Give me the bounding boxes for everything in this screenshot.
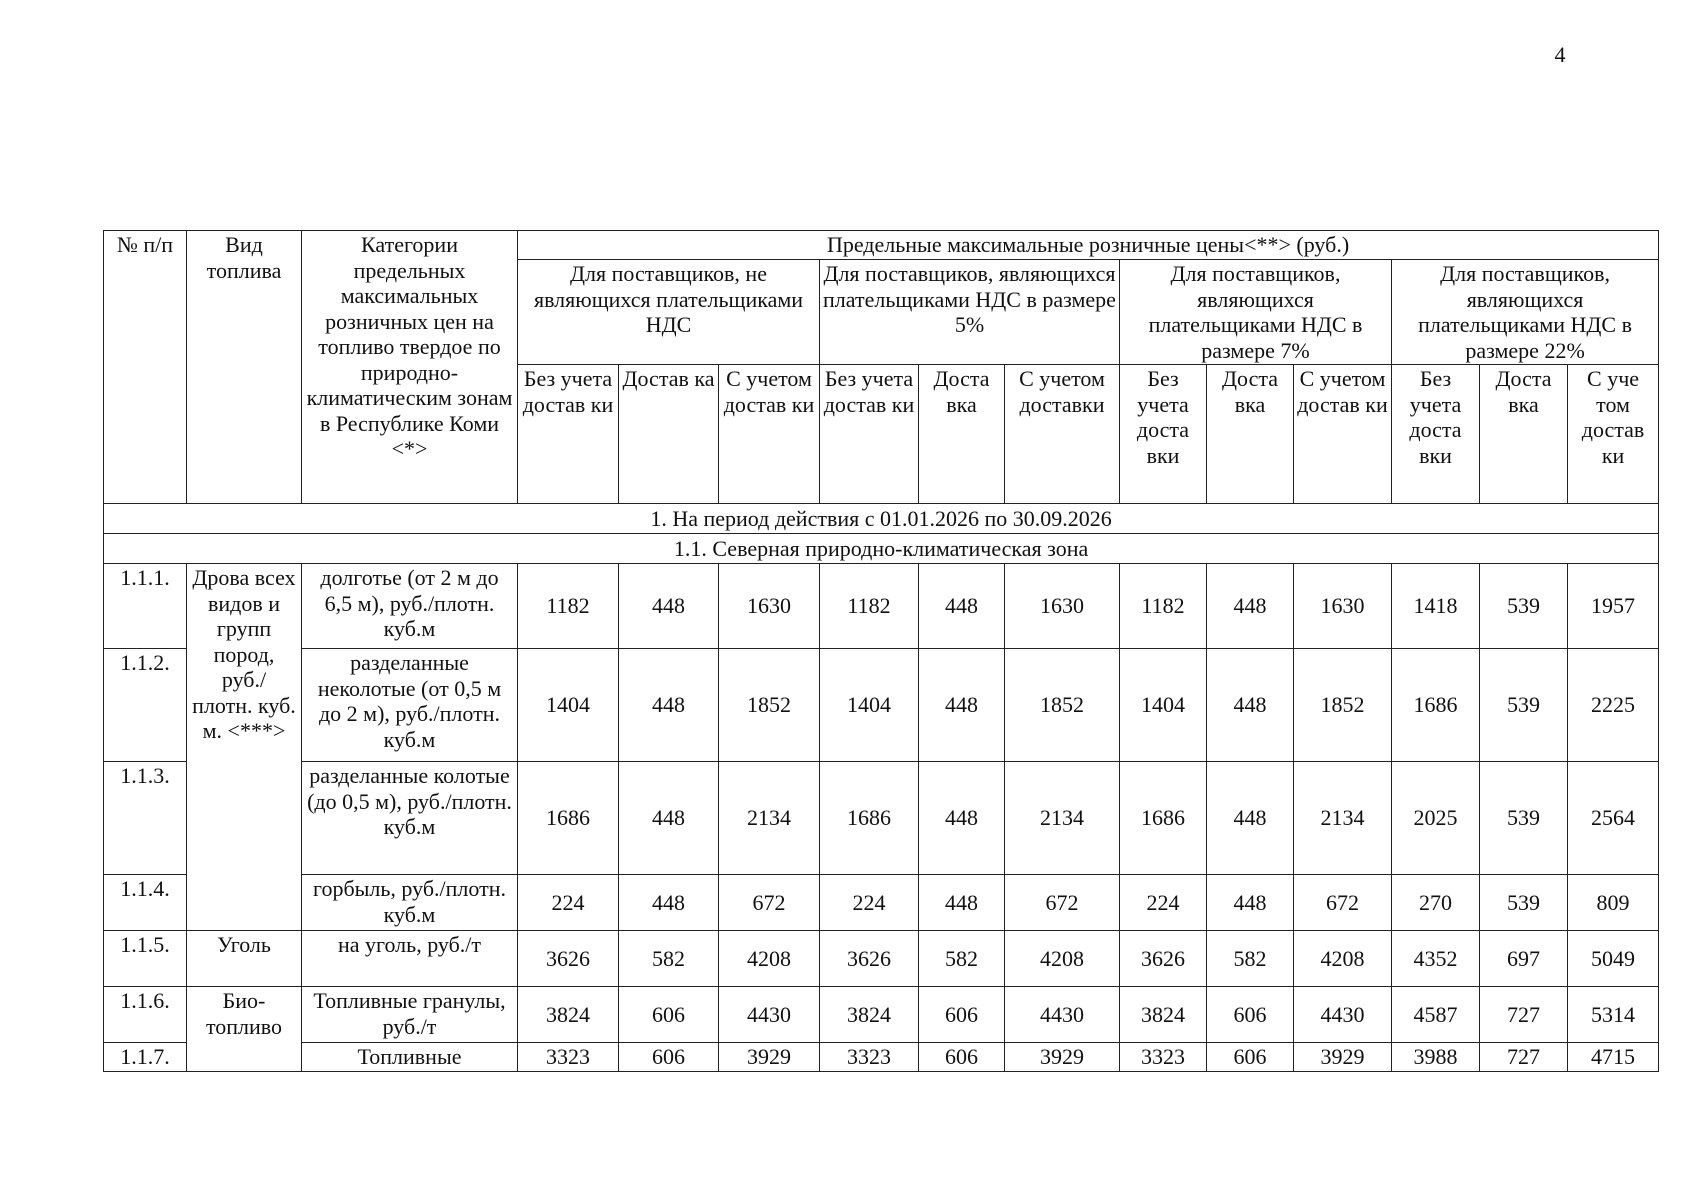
value-cell: 672	[1005, 875, 1120, 931]
value-cell: 1182	[820, 564, 919, 649]
row-category: на уголь, руб./т	[302, 931, 518, 987]
row-number: 1.1.4.	[104, 875, 187, 931]
value-cell: 606	[619, 1043, 719, 1072]
value-cell: 2225	[1568, 649, 1659, 762]
value-cell: 2134	[1294, 762, 1392, 875]
table-row	[104, 1043, 1659, 1072]
page-number: 4	[1554, 42, 1566, 67]
row-category: Топливные гранулы, руб./т	[302, 987, 518, 1043]
value-cell: 727	[1480, 1043, 1568, 1072]
row-number: 1.1.7.	[104, 1043, 187, 1072]
subheader-cell: С учетом достав ки	[719, 365, 820, 504]
value-cell: 4587	[1392, 987, 1480, 1043]
value-cell: 4430	[1294, 987, 1392, 1043]
value-cell: 1957	[1568, 564, 1659, 649]
value-cell: 270	[1392, 875, 1480, 931]
value-cell: 4352	[1392, 931, 1480, 987]
row-category: разделанные колотые (до 0,5 м), руб./плотн. куб.м	[302, 762, 518, 875]
value-cell: 224	[518, 875, 619, 931]
header-group-vat-22: Для поставщиков, являющихся плательщиками НДС в размере 22%	[1392, 260, 1659, 365]
row-category: Топливные	[302, 1043, 518, 1072]
row-number: 1.1.5.	[104, 931, 187, 987]
value-cell: 3929	[719, 1043, 820, 1072]
header-group-vat-5: Для поставщиков, являющихся плательщиками НДС в размере 5%	[820, 260, 1120, 365]
value-cell: 672	[1294, 875, 1392, 931]
value-cell: 1182	[518, 564, 619, 649]
value-cell: 1686	[518, 762, 619, 875]
value-cell: 809	[1568, 875, 1659, 931]
value-cell: 1852	[1294, 649, 1392, 762]
value-cell: 1404	[820, 649, 919, 762]
value-cell: 1418	[1392, 564, 1480, 649]
value-cell: 697	[1480, 931, 1568, 987]
header-group-non-vat: Для поставщиков, не являющихся плательщиками НДС	[518, 260, 820, 365]
subheader-cell: Без учета доста вки	[1120, 365, 1207, 504]
value-cell: 606	[1207, 987, 1294, 1043]
row-number: 1.1.1.	[104, 564, 187, 649]
value-cell: 3824	[1120, 987, 1207, 1043]
table-row	[104, 931, 1659, 987]
value-cell: 448	[1207, 564, 1294, 649]
value-cell: 1630	[1005, 564, 1120, 649]
value-cell: 582	[919, 931, 1005, 987]
row-number: 1.1.2.	[104, 649, 187, 762]
value-cell: 448	[919, 875, 1005, 931]
value-cell: 539	[1480, 875, 1568, 931]
value-cell: 606	[1207, 1043, 1294, 1072]
value-cell: 4430	[1005, 987, 1120, 1043]
subheader-cell: С уче том достав ки	[1568, 365, 1659, 504]
section-title-period: 1. На период действия с 01.01.2026 по 30.09.2026	[104, 504, 1659, 534]
value-cell: 5049	[1568, 931, 1659, 987]
value-cell: 3824	[518, 987, 619, 1043]
value-cell: 5314	[1568, 987, 1659, 1043]
subheader-cell: Доста вка	[919, 365, 1005, 504]
value-cell: 727	[1480, 987, 1568, 1043]
row-category: разделанные неколотые (от 0,5 м до 2 м), руб./плотн. куб.м	[302, 649, 518, 762]
value-cell: 448	[1207, 762, 1294, 875]
value-cell: 2025	[1392, 762, 1480, 875]
subheader-cell: Достав ка	[619, 365, 719, 504]
value-cell: 2134	[1005, 762, 1120, 875]
subheader-cell: Без учета достав ки	[518, 365, 619, 504]
value-cell: 4430	[719, 987, 820, 1043]
section-title-zone: 1.1. Северная природно-климатическая зона	[104, 534, 1659, 564]
value-cell: 1630	[719, 564, 820, 649]
value-cell: 448	[619, 762, 719, 875]
header-row	[104, 231, 1659, 260]
section-row	[104, 504, 1659, 534]
header-group-vat-7: Для поставщиков, являющихся плательщиками НДС в размере 7%	[1120, 260, 1392, 365]
row-category: горбыль, руб./плотн. куб.м	[302, 875, 518, 931]
header-category: Категории предельных максимальных розничных цен на топливо твердое по природно-климатическим зонам в Республике Коми <*>	[302, 231, 518, 504]
subheader-cell: Доста вка	[1480, 365, 1568, 504]
value-cell: 1686	[820, 762, 919, 875]
value-cell: 2134	[719, 762, 820, 875]
value-cell: 4208	[719, 931, 820, 987]
value-cell: 3626	[1120, 931, 1207, 987]
section-row	[104, 534, 1659, 564]
value-cell: 224	[820, 875, 919, 931]
fuel-type-bio: Био-топливо	[187, 987, 302, 1072]
value-cell: 1686	[1120, 762, 1207, 875]
value-cell: 672	[719, 875, 820, 931]
value-cell: 2564	[1568, 762, 1659, 875]
value-cell: 539	[1480, 649, 1568, 762]
table-row	[104, 875, 1659, 931]
header-no: № п/п	[104, 231, 187, 504]
value-cell: 3323	[1120, 1043, 1207, 1072]
value-cell: 3323	[518, 1043, 619, 1072]
value-cell: 1630	[1294, 564, 1392, 649]
value-cell: 1404	[518, 649, 619, 762]
subheader-cell: Без учета достав ки	[820, 365, 919, 504]
table-row	[104, 564, 1659, 649]
value-cell: 448	[1207, 875, 1294, 931]
value-cell: 448	[1207, 649, 1294, 762]
value-cell: 539	[1480, 762, 1568, 875]
table-row	[104, 649, 1659, 762]
value-cell: 3626	[820, 931, 919, 987]
fuel-type-wood: Дрова всех видов и групп пород, руб./ плотн. куб. м. <***>	[187, 564, 302, 931]
subheader-cell: С учетом достав ки	[1294, 365, 1392, 504]
header-prices: Предельные максимальные розничные цены<**> (руб.)	[518, 231, 1659, 260]
fuel-type-coal: Уголь	[187, 931, 302, 987]
value-cell: 3988	[1392, 1043, 1480, 1072]
table-row	[104, 762, 1659, 875]
value-cell: 3929	[1294, 1043, 1392, 1072]
subheader-cell: Без учета доста вки	[1392, 365, 1480, 504]
value-cell: 1852	[1005, 649, 1120, 762]
row-number: 1.1.3.	[104, 762, 187, 875]
value-cell: 3323	[820, 1043, 919, 1072]
subheader-cell: Доста вка	[1207, 365, 1294, 504]
value-cell: 1404	[1120, 649, 1207, 762]
value-cell: 4208	[1294, 931, 1392, 987]
value-cell: 1686	[1392, 649, 1480, 762]
value-cell: 606	[919, 987, 1005, 1043]
value-cell: 3824	[820, 987, 919, 1043]
value-cell: 1182	[1120, 564, 1207, 649]
value-cell: 4715	[1568, 1043, 1659, 1072]
value-cell: 539	[1480, 564, 1568, 649]
value-cell: 3626	[518, 931, 619, 987]
header-fuel-type: Вид топлива	[187, 231, 302, 504]
value-cell: 448	[919, 564, 1005, 649]
price-table	[103, 230, 1659, 1072]
value-cell: 1852	[719, 649, 820, 762]
value-cell: 4208	[1005, 931, 1120, 987]
row-number: 1.1.6.	[104, 987, 187, 1043]
value-cell: 582	[619, 931, 719, 987]
value-cell: 606	[619, 987, 719, 1043]
value-cell: 448	[619, 649, 719, 762]
table-row	[104, 987, 1659, 1043]
value-cell: 582	[1207, 931, 1294, 987]
value-cell: 448	[619, 875, 719, 931]
value-cell: 224	[1120, 875, 1207, 931]
value-cell: 606	[919, 1043, 1005, 1072]
value-cell: 3929	[1005, 1043, 1120, 1072]
value-cell: 448	[619, 564, 719, 649]
value-cell: 448	[919, 762, 1005, 875]
row-category: долготье (от 2 м до 6,5 м), руб./плотн. куб.м	[302, 564, 518, 649]
subheader-cell: С учетом доставки	[1005, 365, 1120, 504]
value-cell: 448	[919, 649, 1005, 762]
